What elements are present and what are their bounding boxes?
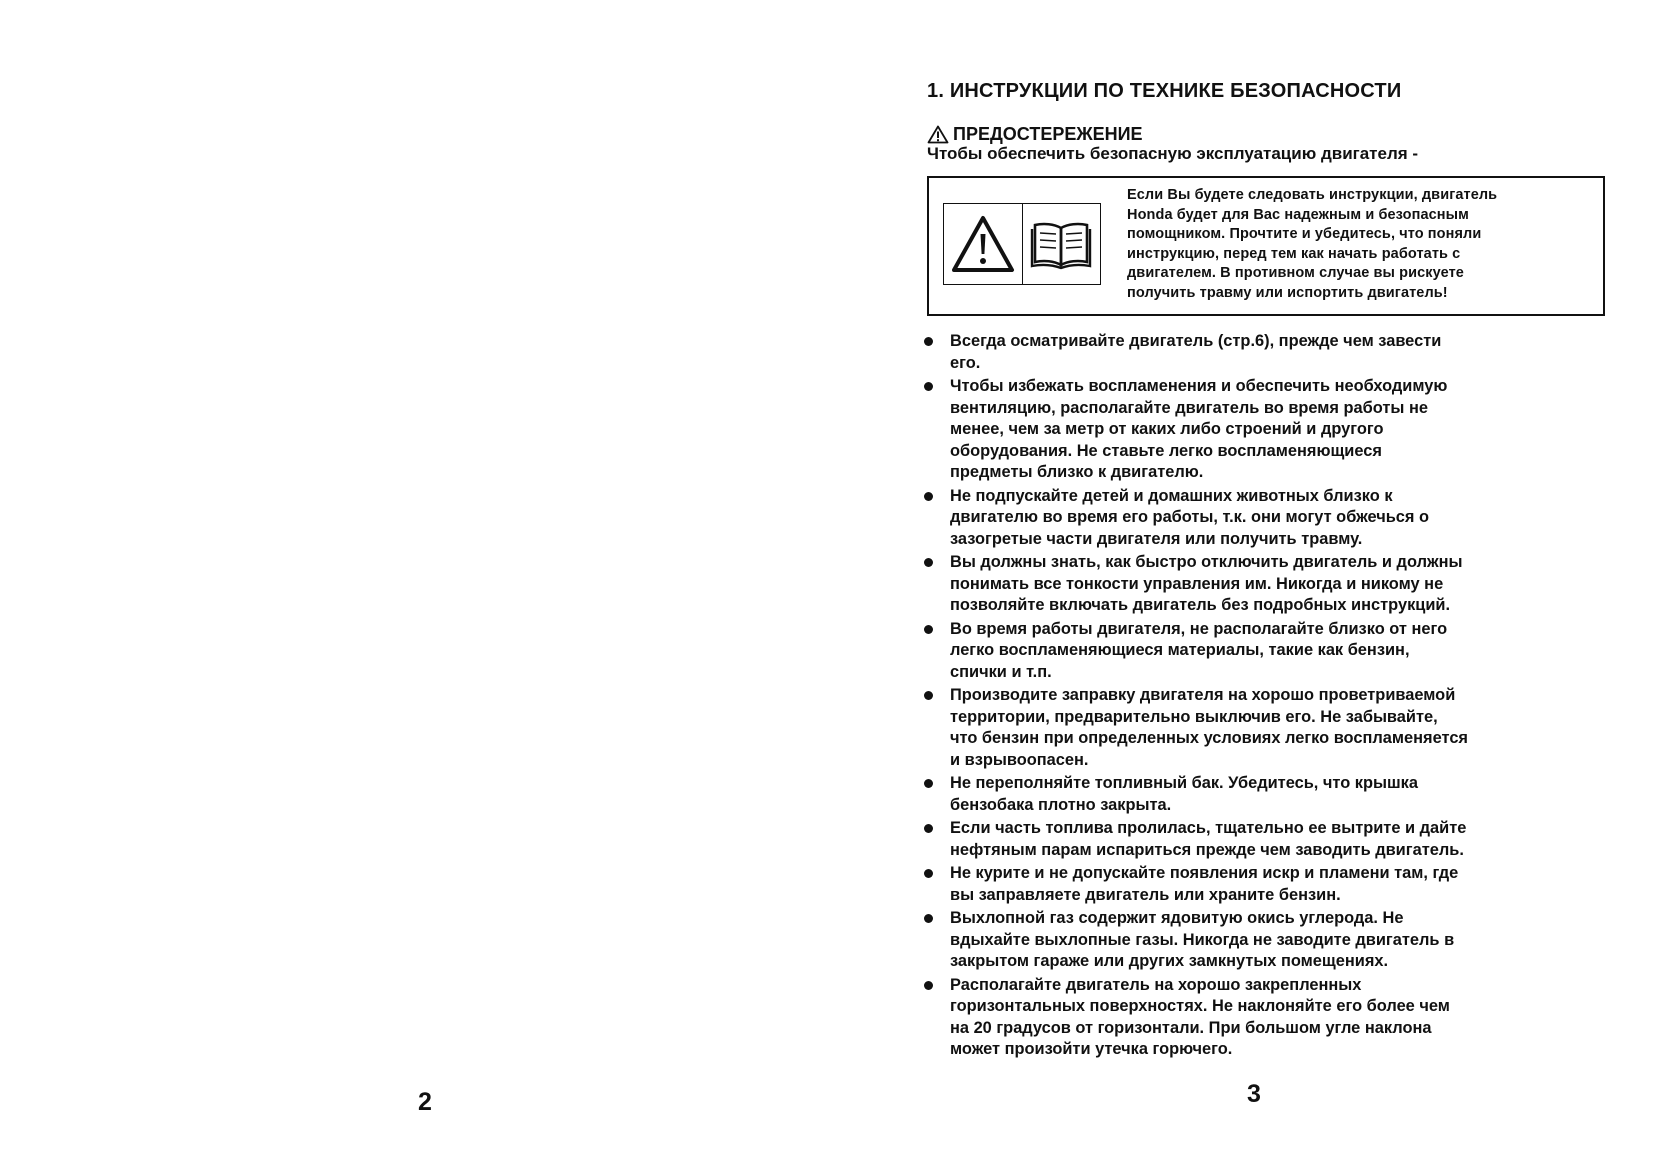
safety-item xyxy=(922,619,1572,684)
section-title: 1. ИНСТРУКЦИИ ПО ТЕХНИКЕ БЕЗОПАСНОСТИ xyxy=(927,80,1402,102)
safety-item xyxy=(922,486,1572,551)
bullet-icon xyxy=(924,981,933,990)
warning-box xyxy=(927,176,1605,316)
bullet-icon xyxy=(924,824,933,833)
bullet-icon xyxy=(924,691,933,700)
warning-triangle-icon xyxy=(927,125,949,144)
warning-heading-label: ПРЕДОСТЕРЕЖЕНИЕ xyxy=(953,124,1143,144)
safety-item xyxy=(922,818,1572,861)
safety-instructions-list xyxy=(922,331,1572,1063)
page-number-right: 3 xyxy=(1247,1080,1261,1108)
warning-heading xyxy=(927,124,1143,145)
right-page xyxy=(839,0,1678,1174)
safety-item-text: Не переполняйте топливный бак. Убедитесь, что крышка бензобака плотно закрыта. xyxy=(950,774,1418,814)
safety-item xyxy=(922,331,1572,374)
safety-item xyxy=(922,376,1572,484)
open-book-icon xyxy=(1022,204,1101,284)
safety-item-text: Не курите и не допускайте появления искр и пламени там, где вы заправляете двигатель или храните бензин. xyxy=(950,864,1459,904)
safety-item-text: Всегда осматривайте двигатель (стр.6), прежде чем завести его. xyxy=(950,332,1442,372)
bullet-icon xyxy=(924,492,933,501)
safety-item-text: Не подпускайте детей и домашних животных близко к двигателю во время его работы, т.к. они могут обжечься о зазогретые части двигателя или получить травму. xyxy=(950,486,1430,548)
safety-item-text: Во время работы двигателя, не располагайте близко от него легко воспламеняющиеся материалы, такие как бензин, спички и т.п. xyxy=(950,619,1448,681)
bullet-icon xyxy=(924,625,933,634)
safety-item xyxy=(922,863,1572,906)
safety-item-text: Производите заправку двигателя на хорошо проветриваемой территории, предварительно выключив его. Не забывайте, что бензин при определенных условиях легко воспламеняется и взрывоопасен. xyxy=(950,686,1468,769)
bullet-icon xyxy=(924,558,933,567)
safety-item-text: Чтобы избежать воспламенения и обеспечить необходимую вентиляцию, располагайте двигатель во время работы не менее, чем за метр от каких либо строений и другого оборудования. Не ставьте легко воспламеняющиеся предметы близко к двигателю. xyxy=(950,377,1448,481)
warning-box-text: Если Вы будете следовать инструкции, двигатель Honda будет для Вас надежным и безопасным помощником. Прочтите и убедитесь, что поняли инструкцию, перед тем как начать работать с двигателем. В противном случае вы рискуете получить травму или испортить двигатель! xyxy=(1127,187,1498,301)
safety-item-text: Располагайте двигатель на хорошо закрепленных горизонтальных поверхностях. Не наклоняйте его более чем на 20 градусов от горизонтали. При большом угле наклона может произойти утечка горючего. xyxy=(950,975,1450,1058)
page-number-left: 2 xyxy=(418,1088,432,1116)
safety-item-text: Если часть топлива пролилась, тщательно ее вытрите и дайте нефтяным парам испариться прежде чем заводить двигатель. xyxy=(950,819,1467,859)
warning-subtitle: Чтобы обеспечить безопасную эксплуатацию двигателя - xyxy=(927,144,1419,163)
safety-item-text: Вы должны знать, как быстро отключить двигатель и должны понимать все тонкости управления им. Никогда и никому не позволяйте включать двигатель без подробных инструкций. xyxy=(950,553,1463,614)
safety-item xyxy=(922,908,1572,973)
bullet-icon xyxy=(924,869,933,878)
bullet-icon xyxy=(924,914,933,923)
bullet-icon xyxy=(924,779,933,788)
safety-item xyxy=(922,552,1572,617)
safety-item-text: Выхлопной газ содержит ядовитую окись углерода. Не вдыхайте выхлопные газы. Никогда не заводите двигатель в закрытом гараже или других замкнутых помещениях. xyxy=(950,909,1455,970)
bullet-icon xyxy=(924,337,933,346)
warning-triangle-icon xyxy=(944,204,1022,284)
bullet-icon xyxy=(924,382,933,391)
warning-icons-panel xyxy=(943,203,1101,285)
safety-item xyxy=(922,975,1572,1061)
safety-item xyxy=(922,685,1572,771)
safety-item xyxy=(922,773,1572,816)
